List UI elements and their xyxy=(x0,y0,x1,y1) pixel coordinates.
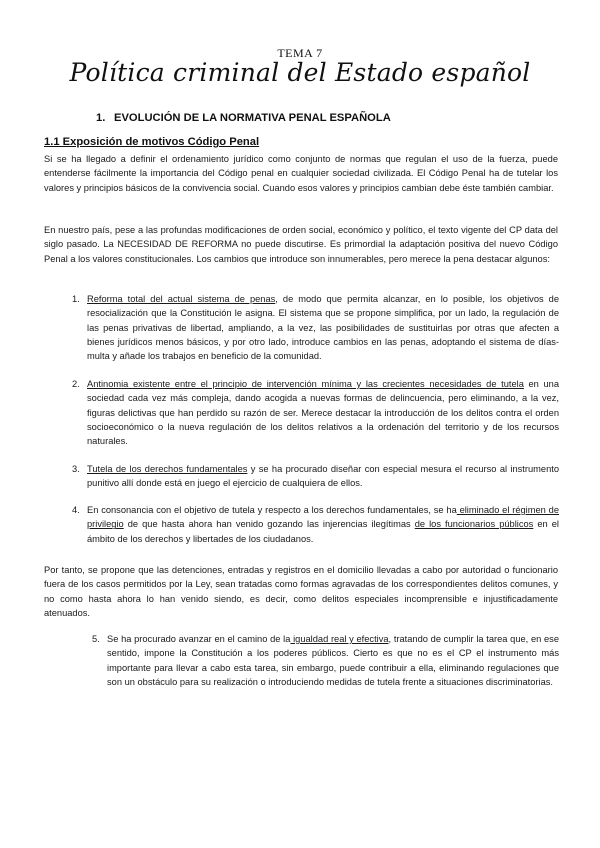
list-item-text: de que hasta ahora han venido gozando las injerencias ilegítimas xyxy=(123,519,415,530)
list-item-text: , de modo que permita alcanzar, en lo posible, los objetivos de resocialización que la Constitución le asigna. El sistema que se propone simplifica, por un lado, la regulación de las penas privativas de libertad, ampliando, a la vez, las posibilidades de sustituirlas por otras que afecten a bienes jurídicos menos básicos, y por otro lado, introduce cambios en las penas, adoptando el sistema de días-multa y añade los trabajos en beneficio de la comunidad. xyxy=(87,294,560,362)
list-item-number: 3. xyxy=(72,464,80,474)
list-item-lead: Tutela de los derechos fundamentales xyxy=(87,464,248,474)
list-item-body xyxy=(87,292,559,363)
list-item-body xyxy=(87,503,559,546)
list-item-lead: Reforma total del actual sistema de penas xyxy=(87,294,276,304)
list-item-number: 1. xyxy=(72,294,80,304)
list-item-underline: eliminado el régimen de privilegio xyxy=(87,505,559,530)
list-item-text: y se ha procurado diseñar con especial mesura el recurso al instrumento punitivo allí donde está en juego el ejercicio de cualquiera de ellos. xyxy=(87,464,559,489)
list-item-number: 2. xyxy=(72,379,80,389)
list-item-text: en una sociedad cada vez más compleja, dando acogida a nuevas formas de delincuencia, pero eliminando, a la vez, figuras delictivas que han perdido su razón de ser. Merece destacar la introducción de los delitos contra el orden socioeconómico o la nueva regulación de los delitos relativos a la ordenación del territorio y de los recursos naturales. xyxy=(87,379,559,447)
list-item-text: Se ha procurado avanzar en el camino de la xyxy=(107,634,291,644)
list-item-text: En consonancia con el objetivo de tutela y respecto a los derechos fundamentales, se ha xyxy=(87,505,457,515)
section-number: 1. xyxy=(96,112,106,124)
list-item-number: 4. xyxy=(72,505,80,515)
list-item-number: 5. xyxy=(92,634,100,644)
list-item-lead: Antinomia existente entre el principio de intervención mínima y las crecientes necesidades de tutela xyxy=(87,379,524,389)
list-item xyxy=(72,377,559,448)
list-item xyxy=(72,503,559,546)
subsection-heading: 1.1 Exposición de motivos Código Penal xyxy=(44,136,260,148)
section-title: EVOLUCIÓN DE LA NORMATIVA PENAL ESPAÑOLA xyxy=(114,112,391,124)
page-title: Política criminal del Estado español xyxy=(69,58,531,87)
paragraph-conclusion: Por tanto, se propone que las detenciones, entradas y registros en el domicilio llevadas a cabo por autoridad o funcionario fuera de los casos permitidos por la Ley, sean tratadas como formas agravadas de los correspondientes delitos comunes, y no como hasta ahora lo han venido siendo, es decir, como delitos especiales incomprensible e injustificadamente atenuados. xyxy=(44,565,558,618)
list-item xyxy=(92,632,559,689)
list-item-text: , tratando de cumplir la tarea que, en ese sentido, impone la Constitución a los poderes públicos. Cierto es que no es el CP el instrumento más importante para llevar a cabo esta tarea, sin embargo, puede contribuir a ella, eliminando regulaciones que son un obstáculo para su realización o introduciendo medidas de tutela frente a situaciones discriminatorias. xyxy=(107,634,559,687)
list-item-text: en el ámbito de los derechos y libertades de los ciudadanos. xyxy=(87,519,559,544)
paragraph-intro: Si se ha llegado a definir el ordenamiento jurídico como conjunto de normas que regulan el uso de la fuerza, puede entenderse fácilmente la importancia del Código penal en cualquier sociedad civilizada. El Código Penal ha de tutelar los valores y principios básicos de la convivencia social. Cuando esos valores y principios cambian debe éste también cambiar. xyxy=(44,154,558,193)
list-item-underline: de los funcionarios públicos xyxy=(414,519,534,530)
list-item-body xyxy=(107,632,559,689)
list-item-body xyxy=(87,377,559,448)
list-item xyxy=(72,292,559,363)
list-item-body xyxy=(87,462,559,491)
section-heading xyxy=(96,112,391,124)
list-item xyxy=(72,462,559,491)
paragraph-reform: En nuestro país, pese a las profundas modificaciones de orden social, económico y político, el texto vigente del CP data del siglo pasado. La NECESIDAD DE REFORMA no puede discutirse. Es primordial la adaptación positiva del nuevo Código Penal a los valores constitucionales. Los cambios que introduce son innumerables, pero merece la pena destacar algunos: xyxy=(44,225,558,264)
list-item-lead: igualdad real y efectiva xyxy=(290,634,389,644)
tema-label: TEMA 7 xyxy=(277,46,323,60)
